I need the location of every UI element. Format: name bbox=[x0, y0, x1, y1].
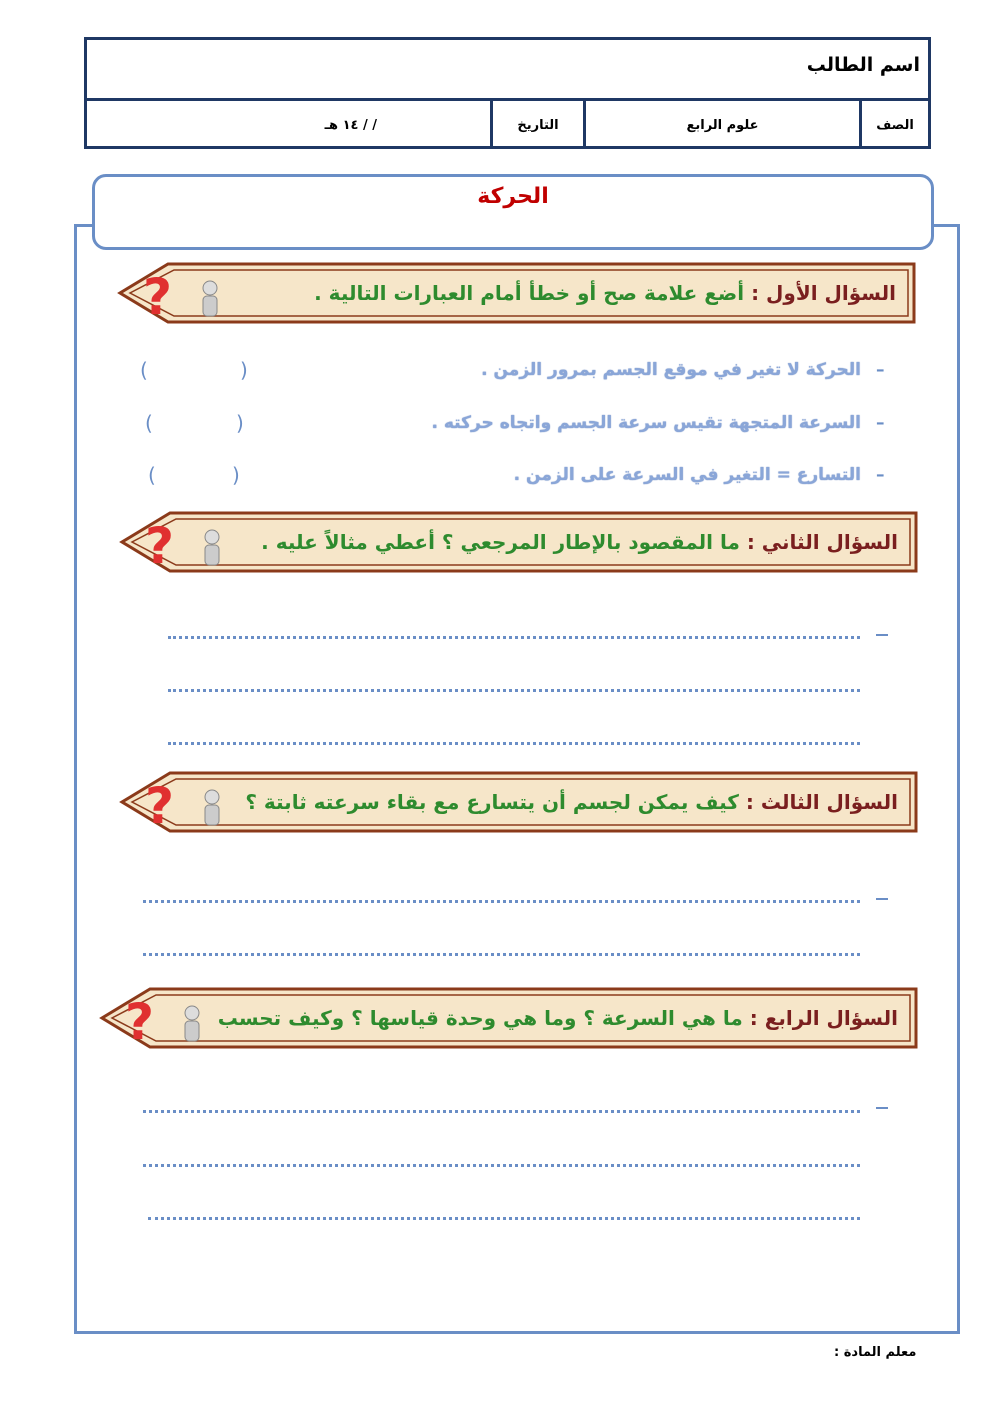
question-1-banner bbox=[118, 262, 916, 324]
statement-2-dash: – bbox=[876, 413, 885, 433]
question-3-body: كيف يمكن لجسم أن يتسارع مع بقاء سرعته ثابتة ؟ bbox=[245, 790, 739, 814]
question-2-body: ما المقصود بالإطار المرجعي ؟ أعطي مثالاً عليه . bbox=[261, 530, 740, 554]
statement-1-answer-box[interactable] bbox=[152, 360, 237, 386]
answer-3-dash bbox=[876, 898, 888, 900]
teacher-label: معلم المادة : bbox=[834, 1345, 917, 1360]
svg-text:?: ? bbox=[142, 268, 172, 326]
statement-3-paren-close: ) bbox=[148, 463, 156, 487]
svg-text:?: ? bbox=[144, 517, 174, 575]
question-4-banner bbox=[100, 987, 918, 1049]
statement-1-dash: – bbox=[876, 360, 885, 380]
question-4-text bbox=[218, 987, 898, 1049]
statement-3-answer-box[interactable] bbox=[160, 465, 230, 491]
statement-3-paren-open: ( bbox=[232, 463, 240, 487]
student-name-row bbox=[87, 40, 928, 101]
answer-2-line-1[interactable] bbox=[168, 636, 860, 639]
answer-4-line-3[interactable] bbox=[148, 1217, 860, 1220]
question-1-label: السؤال الأول : bbox=[751, 281, 896, 305]
question-3-banner bbox=[120, 771, 918, 833]
answer-2-dash bbox=[876, 634, 888, 636]
question-2-text bbox=[261, 511, 898, 573]
student-name-field[interactable] bbox=[97, 50, 828, 88]
question-3-text bbox=[245, 771, 898, 833]
statement-2-answer-box[interactable] bbox=[157, 413, 235, 439]
question-2-banner bbox=[120, 511, 918, 573]
statement-2-paren-open: ( bbox=[236, 411, 244, 435]
question-1-text bbox=[314, 262, 896, 324]
date-value: / / ١٤ هـ bbox=[324, 117, 377, 133]
answer-3-line-1[interactable] bbox=[143, 900, 860, 903]
answer-4-line-1[interactable] bbox=[143, 1110, 860, 1113]
statement-1: الحركة لا تغير في موقع الجسم بمرور الزمن . bbox=[481, 360, 861, 380]
statement-2-paren-close: ) bbox=[145, 411, 153, 435]
statement-1-paren-open: ( bbox=[240, 358, 248, 382]
answer-4-dash bbox=[876, 1107, 888, 1109]
question-4-body: ما هي السرعة ؟ وما هي وحدة قياسها ؟ وكيف تحسب bbox=[217, 1006, 743, 1030]
statement-2: السرعة المتجهة تقيس سرعة الجسم واتجاه حركته . bbox=[431, 413, 861, 433]
date-label: التاريخ bbox=[517, 117, 559, 133]
answer-2-line-3[interactable] bbox=[168, 742, 860, 745]
svg-text:?: ? bbox=[144, 777, 174, 835]
subject-value: علوم الرابع bbox=[686, 117, 759, 133]
svg-text:?: ? bbox=[124, 993, 154, 1051]
student-info-table bbox=[84, 37, 931, 149]
statement-3: التسارع = التغير في السرعة على الزمن . bbox=[513, 465, 861, 485]
question-1-body: أضع علامة صح أو خطأ أمام العبارات التالية . bbox=[314, 281, 745, 305]
lesson-title: الحركة bbox=[477, 184, 549, 209]
question-2-label: السؤال الثاني : bbox=[746, 530, 898, 554]
class-label: الصف bbox=[876, 117, 914, 133]
answer-4-line-2[interactable] bbox=[143, 1164, 860, 1167]
question-3-label: السؤال الثالث : bbox=[745, 790, 898, 814]
statement-3-dash: – bbox=[876, 465, 885, 485]
statement-1-paren-close: ) bbox=[140, 358, 148, 382]
answer-2-line-2[interactable] bbox=[168, 689, 860, 692]
question-4-label: السؤال الرابع : bbox=[749, 1006, 898, 1030]
answer-3-line-2[interactable] bbox=[143, 953, 860, 956]
student-name-label: اسم الطالب bbox=[806, 54, 920, 76]
